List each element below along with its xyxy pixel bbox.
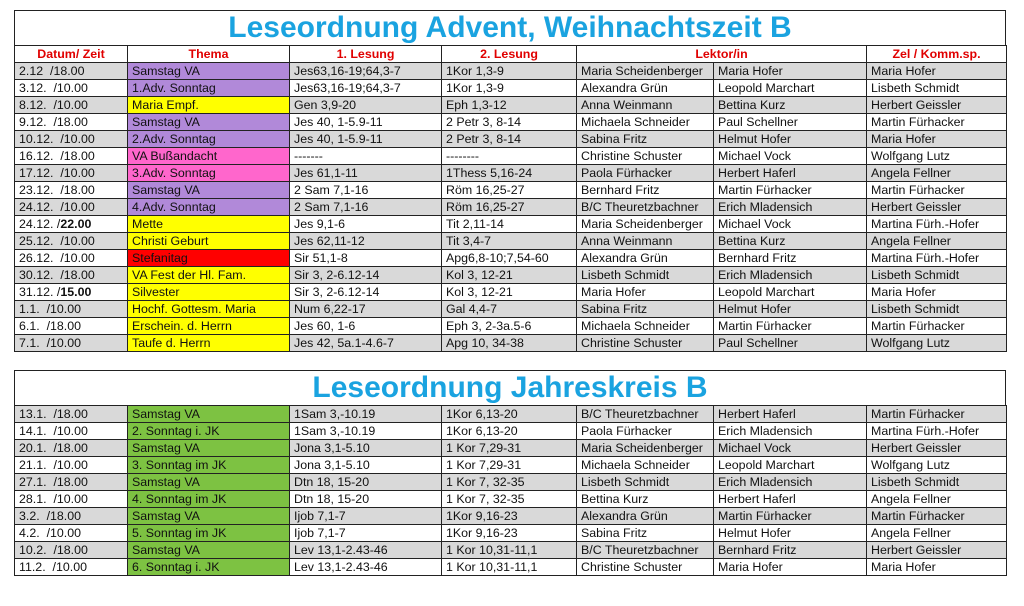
- header-row: [15, 46, 1007, 63]
- table-row: [15, 250, 1007, 267]
- table-row: [15, 165, 1007, 182]
- zel-cell: Herbert Geissler: [867, 542, 1007, 559]
- lektor-1-cell: Maria Scheidenberger: [577, 440, 714, 457]
- lesung-1-cell: Sir 3, 2-6.12-14: [290, 284, 442, 301]
- table-row: [15, 114, 1007, 131]
- thema-cell: Maria Empf.: [128, 97, 290, 114]
- lektor-1-cell: Michaela Schneider: [577, 114, 714, 131]
- thema-cell: 3. Sonntag im JK: [128, 457, 290, 474]
- lektor-2-cell: Bernhard Fritz: [714, 542, 867, 559]
- time-text: /10.00: [60, 131, 95, 146]
- date-cell: [15, 318, 128, 335]
- date-text: 3.2.: [19, 508, 40, 523]
- zel-cell: Herbert Geissler: [867, 97, 1007, 114]
- lektor-2-cell: Helmut Hofer: [714, 131, 867, 148]
- time-text: /18.00: [50, 63, 85, 78]
- table-row: [15, 63, 1007, 80]
- lektor-1-cell: B/C Theuretzbachner: [577, 542, 714, 559]
- table-row: [15, 559, 1007, 576]
- date-text: 24.12.: [19, 216, 54, 231]
- zel-cell: Martin Fürhacker: [867, 114, 1007, 131]
- zel-cell: Wolfgang Lutz: [867, 335, 1007, 352]
- jahreskreis-schedule: [14, 370, 1006, 576]
- thema-cell: 6. Sonntag i. JK: [128, 559, 290, 576]
- date-text: 27.1.: [19, 474, 47, 489]
- time-text: /18.00: [53, 440, 88, 455]
- date-text: 21.1.: [19, 457, 47, 472]
- table-row: [15, 80, 1007, 97]
- lektor-2-cell: Paul Schellner: [714, 114, 867, 131]
- lektor-1-cell: B/C Theuretzbachner: [577, 406, 714, 423]
- date-cell: 24.12. /22.00: [15, 216, 128, 233]
- date-text: 9.12.: [19, 114, 47, 129]
- lesung-2-cell: 1Kor 1,3-9: [442, 63, 577, 80]
- table-row: [15, 199, 1007, 216]
- zel-cell: Wolfgang Lutz: [867, 148, 1007, 165]
- lesung-2-cell: 1 Kor 7, 32-35: [442, 491, 577, 508]
- thema-cell: VA Bußandacht: [128, 148, 290, 165]
- header-datum: Datum/ Zeit: [15, 46, 128, 63]
- thema-cell: Mette: [128, 216, 290, 233]
- lesung-2-cell: 1 Kor 10,31-11,1: [442, 559, 577, 576]
- zel-cell: Lisbeth Schmidt: [867, 80, 1007, 97]
- time-text: /10.00: [60, 165, 95, 180]
- date-text: 26.12.: [19, 250, 54, 265]
- zel-cell: Martin Fürhacker: [867, 508, 1007, 525]
- date-cell: [15, 250, 128, 267]
- lesung-1-cell: 2 Sam 7,1-16: [290, 182, 442, 199]
- lesung-1-cell: Jes 60, 1-6: [290, 318, 442, 335]
- table-row: [15, 318, 1007, 335]
- lektor-2-cell: Maria Hofer: [714, 63, 867, 80]
- thema-cell: Samstag VA: [128, 406, 290, 423]
- lesung-2-cell: Eph 3, 2-3a.5-6: [442, 318, 577, 335]
- zel-cell: Maria Hofer: [867, 63, 1007, 80]
- thema-cell: 4.Adv. Sonntag: [128, 199, 290, 216]
- date-cell: [15, 423, 128, 440]
- lektor-2-cell: Michael Vock: [714, 440, 867, 457]
- lesung-2-cell: Gal 4,4-7: [442, 301, 577, 318]
- table-row: [15, 406, 1007, 423]
- thema-cell: Hochf. Gottesm. Maria: [128, 301, 290, 318]
- date-text: 17.12.: [19, 165, 54, 180]
- date-text: 4.2.: [19, 525, 40, 540]
- time-text: /18.00: [46, 508, 82, 523]
- thema-cell: Samstag VA: [128, 474, 290, 491]
- lektor-2-cell: Michael Vock: [714, 216, 867, 233]
- lesung-1-cell: -------: [290, 148, 442, 165]
- lesung-2-cell: Kol 3, 12-21: [442, 267, 577, 284]
- lesung-2-cell: 2 Petr 3, 8-14: [442, 131, 577, 148]
- date-cell: [15, 525, 128, 542]
- header-lesung-1: 1. Lesung: [290, 46, 442, 63]
- advent-title: Leseordnung Advent, Weihnachtszeit B: [14, 10, 1006, 45]
- time-text: /10.00: [53, 423, 88, 438]
- lesung-2-cell: Kol 3, 12-21: [442, 284, 577, 301]
- time-text: /10.00: [53, 97, 88, 112]
- lektor-1-cell: Christine Schuster: [577, 148, 714, 165]
- zel-cell: Angela Fellner: [867, 233, 1007, 250]
- date-text: 8.12.: [19, 97, 47, 112]
- date-cell: [15, 63, 128, 80]
- zel-cell: Maria Hofer: [867, 559, 1007, 576]
- lektor-2-cell: Erich Mladensich: [714, 199, 867, 216]
- lesung-1-cell: Jes63,16-19;64,3-7: [290, 63, 442, 80]
- thema-cell: Samstag VA: [128, 508, 290, 525]
- zel-cell: Lisbeth Schmidt: [867, 301, 1007, 318]
- table-row: [15, 182, 1007, 199]
- lesung-1-cell: Jes 61,1-11: [290, 165, 442, 182]
- lesung-2-cell: Apg 10, 34-38: [442, 335, 577, 352]
- date-text: 14.1.: [19, 423, 47, 438]
- time-text: /18.00: [60, 182, 95, 197]
- zel-cell: Angela Fellner: [867, 165, 1007, 182]
- lektor-1-cell: Bettina Kurz: [577, 491, 714, 508]
- date-text: 20.1.: [19, 440, 47, 455]
- lektor-2-cell: Michael Vock: [714, 148, 867, 165]
- header-zel: Zel / Komm.sp.: [867, 46, 1007, 63]
- table-row: [15, 301, 1007, 318]
- thema-cell: 2.Adv. Sonntag: [128, 131, 290, 148]
- lesung-2-cell: Tit 3,4-7: [442, 233, 577, 250]
- date-text: 2.12: [19, 63, 44, 78]
- lesung-1-cell: Sir 51,1-8: [290, 250, 442, 267]
- lektor-2-cell: Martin Fürhacker: [714, 318, 867, 335]
- time-text: /10.00: [53, 80, 88, 95]
- lektor-1-cell: Anna Weinmann: [577, 233, 714, 250]
- lektor-1-cell: Michaela Schneider: [577, 457, 714, 474]
- table-row: [15, 474, 1007, 491]
- thema-cell: Samstag VA: [128, 440, 290, 457]
- jahreskreis-table: [14, 405, 1007, 576]
- lesung-1-cell: Jes63,16-19;64,3-7: [290, 80, 442, 97]
- zel-cell: Maria Hofer: [867, 284, 1007, 301]
- time-text: /10.00: [46, 301, 82, 316]
- lektor-2-cell: Martin Fürhacker: [714, 508, 867, 525]
- lektor-2-cell: Erich Mladensich: [714, 423, 867, 440]
- thema-cell: Samstag VA: [128, 182, 290, 199]
- time-text: /18.00: [53, 114, 88, 129]
- lesung-1-cell: Ijob 7,1-7: [290, 525, 442, 542]
- lesung-2-cell: Röm 16,25-27: [442, 199, 577, 216]
- advent-schedule: [14, 10, 1006, 352]
- lektor-2-cell: Leopold Marchart: [714, 457, 867, 474]
- lektor-1-cell: Anna Weinmann: [577, 97, 714, 114]
- time-text: /10.00: [60, 199, 95, 214]
- lektor-1-cell: Michaela Schneider: [577, 318, 714, 335]
- date-text: 13.1.: [19, 406, 47, 421]
- lesung-2-cell: --------: [442, 148, 577, 165]
- time-text: /18.00: [60, 267, 95, 282]
- date-text: 28.1.: [19, 491, 47, 506]
- lesung-1-cell: Lev 13,1-2.43-46: [290, 542, 442, 559]
- lesung-2-cell: 1 Kor 7, 32-35: [442, 474, 577, 491]
- lesung-1-cell: Jona 3,1-5.10: [290, 457, 442, 474]
- zel-cell: Martina Fürh.-Hofer: [867, 423, 1007, 440]
- date-text: 3.12.: [19, 80, 47, 95]
- date-cell: [15, 474, 128, 491]
- lektor-1-cell: Lisbeth Schmidt: [577, 267, 714, 284]
- zel-cell: Martina Fürh.-Hofer: [867, 216, 1007, 233]
- date-text: 10.2.: [19, 542, 47, 557]
- lesung-1-cell: 2 Sam 7,1-16: [290, 199, 442, 216]
- lesung-2-cell: 1 Kor 7,29-31: [442, 440, 577, 457]
- lesung-1-cell: Jes 40, 1-5.9-11: [290, 131, 442, 148]
- lesung-2-cell: 1 Kor 10,31-11,1: [442, 542, 577, 559]
- time-text: /18.00: [53, 406, 88, 421]
- lektor-2-cell: Helmut Hofer: [714, 525, 867, 542]
- lektor-1-cell: Christine Schuster: [577, 559, 714, 576]
- date-text: 31.12.: [19, 284, 54, 299]
- table-row: [15, 423, 1007, 440]
- date-cell: [15, 114, 128, 131]
- time-text: /18.00: [60, 148, 95, 163]
- lektor-2-cell: Helmut Hofer: [714, 301, 867, 318]
- lesung-2-cell: Tit 2,11-14: [442, 216, 577, 233]
- date-cell: [15, 335, 128, 352]
- date-cell: [15, 165, 128, 182]
- thema-cell: Samstag VA: [128, 114, 290, 131]
- lektor-1-cell: Paola Fürhacker: [577, 423, 714, 440]
- lektor-2-cell: Erich Mladensich: [714, 267, 867, 284]
- table-row: [15, 508, 1007, 525]
- lesung-1-cell: Jes 40, 1-5.9-11: [290, 114, 442, 131]
- date-text: 1.1.: [19, 301, 40, 316]
- thema-cell: Christi Geburt: [128, 233, 290, 250]
- lektor-2-cell: Paul Schellner: [714, 335, 867, 352]
- date-text: 30.12.: [19, 267, 54, 282]
- time-text: /10.00: [60, 250, 95, 265]
- date-cell: [15, 97, 128, 114]
- lesung-1-cell: 1Sam 3,-10.19: [290, 423, 442, 440]
- lesung-2-cell: 2 Petr 3, 8-14: [442, 114, 577, 131]
- lesung-1-cell: Jes 62,11-12: [290, 233, 442, 250]
- zel-cell: Angela Fellner: [867, 491, 1007, 508]
- header-lektor: Lektor/in: [577, 46, 867, 63]
- date-cell: [15, 559, 128, 576]
- time-text: /10.00: [60, 233, 95, 248]
- lesung-2-cell: 1Kor 6,13-20: [442, 423, 577, 440]
- jahreskreis-title: Leseordnung Jahreskreis B: [14, 370, 1006, 405]
- lektor-2-cell: Herbert Haferl: [714, 491, 867, 508]
- thema-cell: Samstag VA: [128, 63, 290, 80]
- thema-cell: Taufe d. Herrn: [128, 335, 290, 352]
- lektor-2-cell: Maria Hofer: [714, 559, 867, 576]
- table-row: [15, 440, 1007, 457]
- lektor-2-cell: Herbert Haferl: [714, 165, 867, 182]
- lesung-1-cell: Lev 13,1-2.43-46: [290, 559, 442, 576]
- thema-cell: 5. Sonntag im JK: [128, 525, 290, 542]
- date-cell: [15, 457, 128, 474]
- time-text: 22.00: [60, 216, 92, 231]
- lesung-1-cell: Num 6,22-17: [290, 301, 442, 318]
- zel-cell: Herbert Geissler: [867, 199, 1007, 216]
- lektor-1-cell: Maria Hofer: [577, 284, 714, 301]
- table-row: [15, 542, 1007, 559]
- zel-cell: Maria Hofer: [867, 131, 1007, 148]
- table-row: [15, 216, 1007, 233]
- lektor-1-cell: Christine Schuster: [577, 335, 714, 352]
- lektor-1-cell: Sabina Fritz: [577, 301, 714, 318]
- date-cell: [15, 233, 128, 250]
- zel-cell: Lisbeth Schmidt: [867, 267, 1007, 284]
- lektor-2-cell: Bernhard Fritz: [714, 250, 867, 267]
- thema-cell: Samstag VA: [128, 542, 290, 559]
- lesung-2-cell: Eph 1,3-12: [442, 97, 577, 114]
- date-cell: [15, 199, 128, 216]
- lesung-1-cell: Gen 3,9-20: [290, 97, 442, 114]
- zel-cell: Martin Fürhacker: [867, 318, 1007, 335]
- table-row: [15, 525, 1007, 542]
- lektor-1-cell: Sabina Fritz: [577, 131, 714, 148]
- zel-cell: Angela Fellner: [867, 525, 1007, 542]
- header-thema: Thema: [128, 46, 290, 63]
- lektor-1-cell: Maria Scheidenberger: [577, 216, 714, 233]
- table-row: [15, 457, 1007, 474]
- lesung-1-cell: Ijob 7,1-7: [290, 508, 442, 525]
- lesung-2-cell: Apg6,8-10;7,54-60: [442, 250, 577, 267]
- time-text: /10.00: [52, 559, 87, 574]
- lektor-2-cell: Bettina Kurz: [714, 233, 867, 250]
- date-text: 11.2.: [19, 559, 46, 574]
- thema-cell: Stefanitag: [128, 250, 290, 267]
- date-cell: [15, 131, 128, 148]
- date-text: 24.12.: [19, 199, 54, 214]
- time-text: /18.00: [53, 474, 88, 489]
- zel-cell: Herbert Geissler: [867, 440, 1007, 457]
- lesung-2-cell: 1Thess 5,16-24: [442, 165, 577, 182]
- lektor-1-cell: Alexandra Grün: [577, 250, 714, 267]
- time-text: /18.00: [53, 542, 88, 557]
- time-text: /10.00: [53, 491, 88, 506]
- table-row: [15, 284, 1007, 301]
- table-row: [15, 335, 1007, 352]
- lektor-1-cell: Maria Scheidenberger: [577, 63, 714, 80]
- lesung-1-cell: Jes 9,1-6: [290, 216, 442, 233]
- date-cell: [15, 301, 128, 318]
- date-text: 25.12.: [19, 233, 54, 248]
- date-cell: [15, 491, 128, 508]
- zel-cell: Wolfgang Lutz: [867, 457, 1007, 474]
- lesung-2-cell: 1Kor 9,16-23: [442, 525, 577, 542]
- lektor-1-cell: Lisbeth Schmidt: [577, 474, 714, 491]
- date-cell: [15, 148, 128, 165]
- lektor-2-cell: Bettina Kurz: [714, 97, 867, 114]
- lesung-2-cell: Röm 16,25-27: [442, 182, 577, 199]
- table-row: [15, 491, 1007, 508]
- table-row: [15, 267, 1007, 284]
- date-text: 7.1.: [19, 335, 40, 350]
- time-text: /10.00: [46, 525, 82, 540]
- lektor-1-cell: Sabina Fritz: [577, 525, 714, 542]
- thema-cell: Erschein. d. Herrn: [128, 318, 290, 335]
- lesung-1-cell: Jona 3,1-5.10: [290, 440, 442, 457]
- lektor-1-cell: Alexandra Grün: [577, 508, 714, 525]
- lesung-2-cell: 1Kor 9,16-23: [442, 508, 577, 525]
- table-row: [15, 233, 1007, 250]
- thema-cell: Silvester: [128, 284, 290, 301]
- lesung-1-cell: Jes 42, 5a.1-4.6-7: [290, 335, 442, 352]
- lesung-1-cell: 1Sam 3,-10.19: [290, 406, 442, 423]
- date-cell: [15, 406, 128, 423]
- lektor-2-cell: Martin Fürhacker: [714, 182, 867, 199]
- date-text: 10.12.: [19, 131, 54, 146]
- table-row: [15, 148, 1007, 165]
- date-cell: [15, 542, 128, 559]
- lektor-2-cell: Leopold Marchart: [714, 284, 867, 301]
- table-row: [15, 131, 1007, 148]
- lesung-1-cell: Dtn 18, 15-20: [290, 474, 442, 491]
- advent-table: [14, 45, 1007, 352]
- time-text: 15.00: [60, 284, 92, 299]
- thema-cell: 2. Sonntag i. JK: [128, 423, 290, 440]
- date-cell: [15, 267, 128, 284]
- lektor-1-cell: B/C Theuretzbachner: [577, 199, 714, 216]
- date-cell: [15, 508, 128, 525]
- lektor-1-cell: Paola Fürhacker: [577, 165, 714, 182]
- table-row: [15, 97, 1007, 114]
- date-text: 23.12.: [19, 182, 54, 197]
- lektor-2-cell: Erich Mladensich: [714, 474, 867, 491]
- zel-cell: Martin Fürhacker: [867, 182, 1007, 199]
- time-text: /18.00: [46, 318, 82, 333]
- lektor-1-cell: Alexandra Grün: [577, 80, 714, 97]
- lesung-1-cell: Sir 3, 2-6.12-14: [290, 267, 442, 284]
- thema-cell: 4. Sonntag im JK: [128, 491, 290, 508]
- date-cell: [15, 182, 128, 199]
- zel-cell: Lisbeth Schmidt: [867, 474, 1007, 491]
- header-lesung-2: 2. Lesung: [442, 46, 577, 63]
- thema-cell: 3.Adv. Sonntag: [128, 165, 290, 182]
- zel-cell: Martina Fürh.-Hofer: [867, 250, 1007, 267]
- lektor-2-cell: Herbert Haferl: [714, 406, 867, 423]
- date-cell: [15, 440, 128, 457]
- thema-cell: VA Fest der Hl. Fam.: [128, 267, 290, 284]
- lesung-1-cell: Dtn 18, 15-20: [290, 491, 442, 508]
- thema-cell: 1.Adv. Sonntag: [128, 80, 290, 97]
- date-text: 6.1.: [19, 318, 40, 333]
- lesung-2-cell: 1Kor 6,13-20: [442, 406, 577, 423]
- lektor-2-cell: Leopold Marchart: [714, 80, 867, 97]
- date-cell: 31.12. /15.00: [15, 284, 128, 301]
- lesung-2-cell: 1Kor 1,3-9: [442, 80, 577, 97]
- lektor-1-cell: Bernhard Fritz: [577, 182, 714, 199]
- date-text: 16.12.: [19, 148, 54, 163]
- lesung-2-cell: 1 Kor 7,29-31: [442, 457, 577, 474]
- date-cell: [15, 80, 128, 97]
- time-text: /10.00: [46, 335, 82, 350]
- zel-cell: Martin Fürhacker: [867, 406, 1007, 423]
- time-text: /10.00: [53, 457, 88, 472]
